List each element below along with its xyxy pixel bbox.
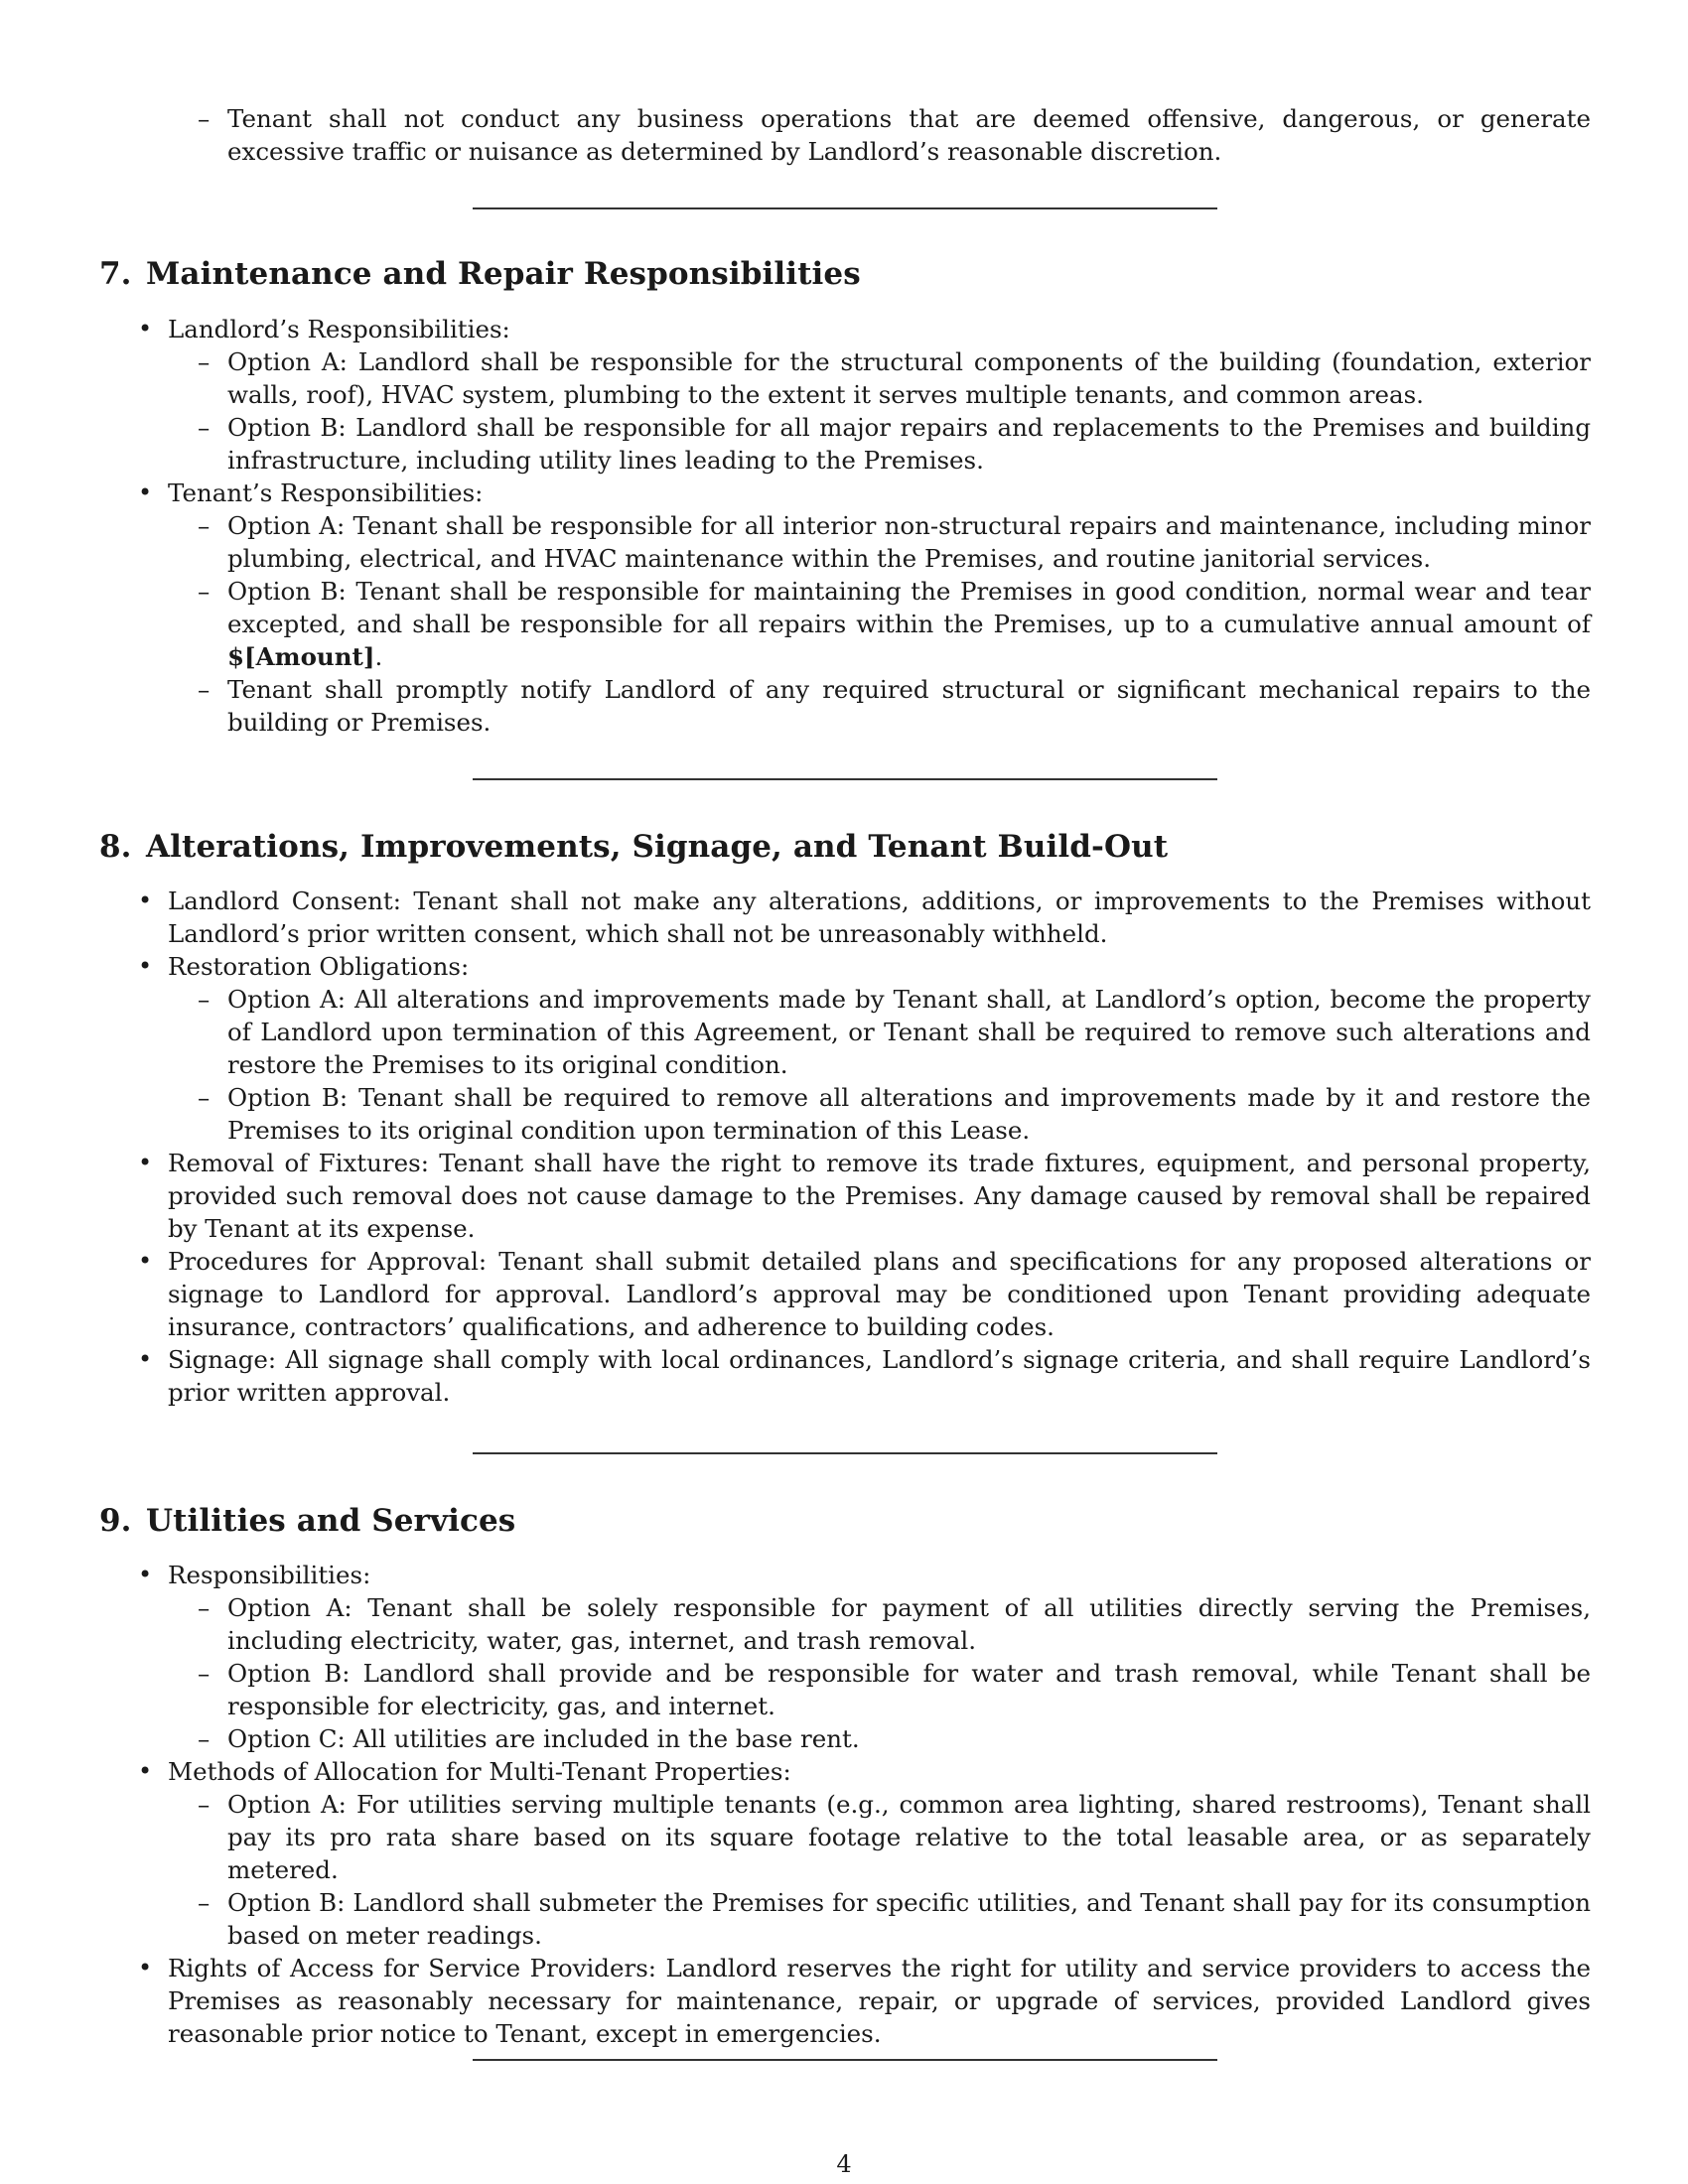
list-item: – Option A: Landlord shall be responsible for the structural components of the building (foundation, exterior walls, roof), HVAC system, plumbing to the extent it serves multiple tenants, and common areas.: [0, 345, 1688, 411]
list-item: – Tenant shall promptly notify Landlord of any required structural or significant mechanical repairs to the building or Premises.: [0, 673, 1688, 739]
list-item: – Option A: Tenant shall be solely responsible for payment of all utilities directly serving the Premises, including electricity, water, gas, internet, and trash removal.: [0, 1591, 1688, 1657]
list-item: • Tenant’s Responsibilities: – Option A: Tenant shall be responsible for all interior non-structural repairs and maintenance, including minor plumbing, electrical, and HVAC maintenance within the Premises, and routine janitorial services. – Option B: Tenant shall be responsible for maintaining the Premises in good condition, normal wear and tear excepted, and shall be responsible for all repairs within the Premises, up to a cumulative annual amount of $[Amount]. – Tenant shall promptly notify Landlord of any required structural or significant mechanical repairs to the building or Premises.: [0, 477, 1688, 739]
list-item: – Option A: All alterations and improvements made by Tenant shall, at Landlord’s option, become the property of Landlord upon termination of this Agreement, or Tenant shall be required to remove such alterations and restore the Premises to its original condition.: [0, 983, 1688, 1081]
list-item: – Option B: Tenant shall be required to remove all alterations and improvements made by it and restore the Premises to its original condition upon termination of this Lease.: [0, 1081, 1688, 1147]
section-7-body: [0, 313, 1688, 739]
section-9-body: [0, 1559, 1688, 2050]
section-divider: [473, 778, 1217, 780]
list-item: – Option B: Landlord shall submeter the Premises for specific utilities, and Tenant shall pay for its consumption based on meter readings.: [0, 1886, 1688, 1952]
intro-list: [0, 102, 1688, 168]
section-7-heading: 7. Maintenance and Repair Responsibilities: [99, 256, 861, 292]
list-item: • Responsibilities: – Option A: Tenant shall be solely responsible for payment of all utilities directly serving the Premises, including electricity, water, gas, internet, and trash removal. – Option B: Landlord shall provide and be responsible for water and trash removal, while Tenant shall be responsible for electricity, gas, and internet. – Option C: All utilities are included in the base rent.: [0, 1559, 1688, 1755]
section-divider: [473, 2059, 1217, 2061]
list-item: – Option C: All utilities are included in the base rent.: [0, 1722, 1688, 1755]
list-item: – Option B: Tenant shall be responsible for maintaining the Premises in good condition, normal wear and tear excepted, and shall be responsible for all repairs within the Premises, up to a cumulative annual amount of $[Amount].: [0, 575, 1688, 673]
list-item: – Tenant shall not conduct any business operations that are deemed offensive, dangerous, or generate excessive traffic or nuisance as determined by Landlord’s reasonable discretion.: [0, 102, 1688, 168]
list-item: • Landlord Consent: Tenant shall not make any alterations, additions, or improvements to the Premises without Landlord’s prior written consent, which shall not be unreasonably withheld.: [0, 885, 1688, 950]
list-item: • Rights of Access for Service Providers: Landlord reserves the right for utility and service providers to access the Premises as reasonably necessary for maintenance, repair, or upgrade of services, provided Landlord gives reasonable prior notice to Tenant, except in emergencies.: [0, 1952, 1688, 2050]
list-item: • Procedures for Approval: Tenant shall submit detailed plans and specifications for any proposed alterations or signage to Landlord for approval. Landlord’s approval may be conditioned upon Tenant providing adequate insurance, contractors’ qualifications, and adherence to building codes.: [0, 1245, 1688, 1343]
list-item: – Option A: Tenant shall be responsible for all interior non-structural repairs and maintenance, including minor plumbing, electrical, and HVAC maintenance within the Premises, and routine janitorial services.: [0, 509, 1688, 575]
list-item: • Landlord’s Responsibilities: – Option A: Landlord shall be responsible for the structural components of the building (foundation, exterior walls, roof), HVAC system, plumbing to the extent it serves multiple tenants, and common areas. – Option B: Landlord shall be responsible for all major repairs and replacements to the Premises and building infrastructure, including utility lines leading to the Premises.: [0, 313, 1688, 477]
list-item: – Option B: Landlord shall provide and be responsible for water and trash removal, while Tenant shall be responsible for electricity, gas, and internet.: [0, 1657, 1688, 1722]
list-item: • Restoration Obligations: – Option A: All alterations and improvements made by Tenant shall, at Landlord’s option, become the property of Landlord upon termination of this Agreement, or Tenant shall be required to remove such alterations and restore the Premises to its original condition. – Option B: Tenant shall be required to remove all alterations and improvements made by it and restore the Premises to its original condition upon termination of this Lease.: [0, 950, 1688, 1147]
list-item: • Methods of Allocation for Multi-Tenant Properties: – Option A: For utilities serving multiple tenants (e.g., common area lighting, shared restrooms), Tenant shall pay its pro rata share based on its square footage relative to the total leasable area, or as separately metered. – Option B: Landlord shall submeter the Premises for specific utilities, and Tenant shall pay for its consumption based on meter readings.: [0, 1755, 1688, 1952]
section-8-body: [0, 885, 1688, 1409]
amount-placeholder: $[Amount]: [227, 642, 375, 671]
section-divider: [473, 1452, 1217, 1454]
list-item: – Option A: For utilities serving multiple tenants (e.g., common area lighting, shared restrooms), Tenant shall pay its pro rata share based on its square footage relative to the total leasable area, or as separately metered.: [0, 1788, 1688, 1886]
list-item: • Removal of Fixtures: Tenant shall have the right to remove its trade fixtures, equipment, and personal property, provided such removal does not cause damage to the Premises. Any damage caused by removal shall be repaired by Tenant at its expense.: [0, 1147, 1688, 1245]
section-divider: [473, 207, 1217, 209]
section-9-heading: 9. Utilities and Services: [99, 1503, 516, 1539]
list-item: • Signage: All signage shall comply with local ordinances, Landlord’s signage criteria, and shall require Landlord’s prior written approval.: [0, 1343, 1688, 1409]
page-number: 4: [836, 2150, 852, 2178]
list-item: – Option B: Landlord shall be responsible for all major repairs and replacements to the Premises and building infrastructure, including utility lines leading to the Premises.: [0, 411, 1688, 477]
section-8-heading: 8. Alterations, Improvements, Signage, and Tenant Build-Out: [99, 829, 1169, 865]
